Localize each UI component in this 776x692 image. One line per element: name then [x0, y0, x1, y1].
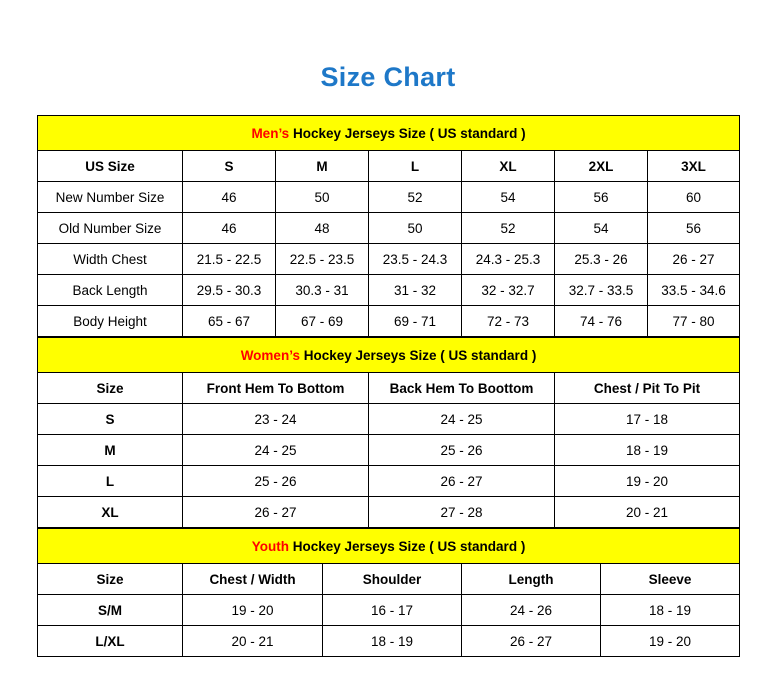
table-cell: 19 - 20	[555, 466, 740, 497]
table-cell: 32 - 32.7	[462, 275, 555, 306]
size-chart-tables	[37, 115, 739, 657]
table-cell: 20 - 21	[183, 626, 323, 657]
column-header: XL	[462, 151, 555, 182]
column-header: Back Hem To Boottom	[369, 373, 555, 404]
table-cell: 48	[276, 213, 369, 244]
table-row	[38, 466, 740, 497]
table-cell: 24 - 25	[369, 404, 555, 435]
mens-heading-rest: Hockey Jerseys Size ( US standard )	[289, 125, 526, 141]
table-cell: 50	[369, 213, 462, 244]
table-cell: 25 - 26	[369, 435, 555, 466]
table-cell: 24 - 26	[462, 595, 601, 626]
table-cell: 19 - 20	[601, 626, 740, 657]
table-cell: 52	[462, 213, 555, 244]
row-label: L	[38, 466, 183, 497]
mens-heading-accent: Men’s	[251, 125, 290, 141]
column-header: L	[369, 151, 462, 182]
table-cell: 30.3 - 31	[276, 275, 369, 306]
table-cell: 27 - 28	[369, 497, 555, 528]
table-cell: 26 - 27	[462, 626, 601, 657]
mens-size-table	[37, 115, 740, 337]
table-cell: 23.5 - 24.3	[369, 244, 462, 275]
column-header: Size	[38, 373, 183, 404]
youth-heading-accent: Youth	[251, 538, 289, 554]
row-label: XL	[38, 497, 183, 528]
column-header: 2XL	[555, 151, 648, 182]
column-header: US Size	[38, 151, 183, 182]
table-cell: 22.5 - 23.5	[276, 244, 369, 275]
womens-heading-rest: Hockey Jerseys Size ( US standard )	[299, 347, 537, 363]
table-cell: 25.3 - 26	[555, 244, 648, 275]
table-section-header-row	[38, 338, 740, 373]
table-row	[38, 404, 740, 435]
table-cell: 26 - 27	[648, 244, 740, 275]
table-cell: 18 - 19	[601, 595, 740, 626]
table-cell: 33.5 - 34.6	[648, 275, 740, 306]
table-section-header-row	[38, 529, 740, 564]
table-cell: 16 - 17	[323, 595, 462, 626]
column-header: Sleeve	[601, 564, 740, 595]
table-cell: 54	[462, 182, 555, 213]
table-row	[38, 306, 740, 337]
table-header-row	[38, 151, 740, 182]
table-cell: 17 - 18	[555, 404, 740, 435]
table-cell: 60	[648, 182, 740, 213]
row-label: L/XL	[38, 626, 183, 657]
womens-heading-accent: Women’s	[240, 347, 300, 363]
table-cell: 29.5 - 30.3	[183, 275, 276, 306]
row-label: S/M	[38, 595, 183, 626]
table-cell: 56	[555, 182, 648, 213]
column-header: Chest / Width	[183, 564, 323, 595]
table-header-row	[38, 564, 740, 595]
table-cell: 18 - 19	[323, 626, 462, 657]
table-cell: 20 - 21	[555, 497, 740, 528]
column-header: Shoulder	[323, 564, 462, 595]
womens-section-heading	[38, 338, 740, 373]
table-header-row	[38, 373, 740, 404]
mens-section-heading	[38, 116, 740, 151]
row-label: S	[38, 404, 183, 435]
table-row	[38, 213, 740, 244]
table-cell: 72 - 73	[462, 306, 555, 337]
table-cell: 19 - 20	[183, 595, 323, 626]
youth-size-table	[37, 528, 740, 657]
table-cell: 24 - 25	[183, 435, 369, 466]
table-cell: 23 - 24	[183, 404, 369, 435]
column-header: 3XL	[648, 151, 740, 182]
row-label: M	[38, 435, 183, 466]
table-row	[38, 435, 740, 466]
table-section-header-row	[38, 116, 740, 151]
table-cell: 24.3 - 25.3	[462, 244, 555, 275]
womens-size-table	[37, 337, 740, 528]
page-title: Size Chart	[320, 62, 456, 92]
table-cell: 56	[648, 213, 740, 244]
table-row	[38, 497, 740, 528]
row-label: Back Length	[38, 275, 183, 306]
table-cell: 65 - 67	[183, 306, 276, 337]
table-cell: 46	[183, 213, 276, 244]
table-cell: 52	[369, 182, 462, 213]
table-row	[38, 275, 740, 306]
column-header: Chest / Pit To Pit	[555, 373, 740, 404]
table-cell: 69 - 71	[369, 306, 462, 337]
table-cell: 50	[276, 182, 369, 213]
youth-section-heading	[38, 529, 740, 564]
table-cell: 32.7 - 33.5	[555, 275, 648, 306]
column-header: Front Hem To Bottom	[183, 373, 369, 404]
table-cell: 77 - 80	[648, 306, 740, 337]
table-cell: 25 - 26	[183, 466, 369, 497]
row-label: Width Chest	[38, 244, 183, 275]
table-cell: 31 - 32	[369, 275, 462, 306]
table-cell: 21.5 - 22.5	[183, 244, 276, 275]
table-cell: 26 - 27	[183, 497, 369, 528]
table-cell: 26 - 27	[369, 466, 555, 497]
column-header: S	[183, 151, 276, 182]
youth-heading-rest: Hockey Jerseys Size ( US standard )	[288, 538, 526, 554]
table-row	[38, 595, 740, 626]
table-cell: 67 - 69	[276, 306, 369, 337]
column-header: Size	[38, 564, 183, 595]
row-label: New Number Size	[38, 182, 183, 213]
table-cell: 18 - 19	[555, 435, 740, 466]
row-label: Old Number Size	[38, 213, 183, 244]
row-label: Body Height	[38, 306, 183, 337]
table-cell: 54	[555, 213, 648, 244]
table-row	[38, 244, 740, 275]
table-cell: 46	[183, 182, 276, 213]
column-header: M	[276, 151, 369, 182]
column-header: Length	[462, 564, 601, 595]
table-row	[38, 182, 740, 213]
table-row	[38, 626, 740, 657]
table-cell: 74 - 76	[555, 306, 648, 337]
